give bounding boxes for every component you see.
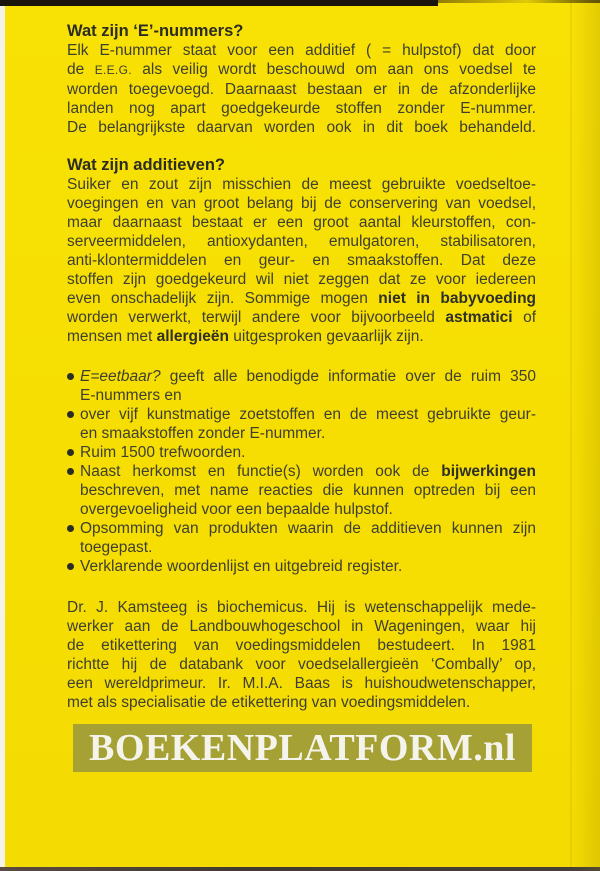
watermark-text: BOEKENPLATFORM.nl xyxy=(89,727,516,769)
text-line: even onschadelijk zijn. Sommige mogen niet in babyvoeding xyxy=(67,290,537,307)
text-line: maar daarnaast bestaat er een groot aantal kleurstoffen, con- xyxy=(67,214,536,231)
text-line: worden verwerkt, terwijl andere voor bijvoorbeeld astmatici of xyxy=(67,309,536,326)
text-line: worden toegevoegd. Daarnaast bestaan er in de afzonderlijke xyxy=(67,81,536,98)
text-line: werker aan de Landbouwhogeschool in Wageningen, waar hij xyxy=(67,618,536,635)
bullet-icon xyxy=(67,563,74,570)
text-line: De belangrijkste daarvan worden ook in dit boek behandeld. xyxy=(67,119,536,136)
cover-left-edge xyxy=(0,6,5,868)
cover-text-area xyxy=(67,22,536,712)
cover-crease xyxy=(570,0,572,871)
text-line: serveermiddelen, antioxydanten, emulgatoren, stabilisatoren, xyxy=(67,233,536,250)
text-line: over vijf kunstmatige zoetstoffen en de meest gebruikte geur- xyxy=(80,406,536,423)
text-line: E=eetbaar? geeft alle benodigde informatie over de ruim 350 xyxy=(80,368,536,385)
text-line: voegingen en van groot belang bij de conservering van voedsel, xyxy=(67,195,536,212)
section-heading: Wat zijn ‘E’-nummers? xyxy=(67,22,244,40)
text-line: Ruim 1500 trefwoorden. xyxy=(80,444,246,461)
text-line: richtte hij de databank voor voedselallergieën ‘Combally’ op, xyxy=(67,656,536,673)
watermark-band xyxy=(73,724,532,772)
text-line: stoffen zijn goedgekeurd wil niet zeggen dat ze voor iedereen xyxy=(67,271,536,288)
bullet-icon xyxy=(67,373,74,380)
bullet-icon xyxy=(67,468,74,475)
text-line: E-nummers en xyxy=(80,387,182,404)
text-line: anti-klontermiddelen en geur- en smaakstoffen. Dat deze xyxy=(67,252,536,269)
bullet-icon xyxy=(67,525,74,532)
bullet-item xyxy=(67,367,536,405)
text-line: en smaakstoffen zonder E-nummer. xyxy=(80,425,326,442)
text-line: met als specialisatie de etikettering van voedingsmiddelen. xyxy=(67,694,471,711)
text-line: Verklarende woordenlijst en uitgebreid register. xyxy=(80,558,403,575)
bullet-item xyxy=(67,462,536,519)
body-paragraph xyxy=(67,41,536,137)
text-line: toegepast. xyxy=(80,539,153,556)
cover-top-edge xyxy=(0,0,438,6)
bullet-item xyxy=(67,443,536,462)
text-line: beschreven, met name reacties die kunnen optreden bij een xyxy=(80,482,536,499)
text-line: Dr. J. Kamsteeg is biochemicus. Hij is wetenschappelijk mede- xyxy=(67,599,536,616)
text-line: landen nog apart goedgekeurde stoffen zonder E-nummer. xyxy=(67,100,536,117)
text-line: overgevoeligheid voor een bepaalde hulpstof. xyxy=(80,501,393,518)
cover-right-shade xyxy=(572,0,600,871)
text-line: de E.E.G. als veilig wordt beschouwd om aan ons voedsel te xyxy=(67,61,536,78)
bullet-item xyxy=(67,557,536,576)
body-paragraph xyxy=(67,175,536,346)
section-heading: Wat zijn additieven? xyxy=(67,156,225,174)
text-line: een wereldprimeur. Ir. M.I.A. Baas is huishoudwetenschapper, xyxy=(67,675,536,692)
text-line: Naast herkomst en functie(s) worden ook de bijwerkingen xyxy=(80,463,536,480)
text-line: Opsomming van produkten waarin de additieven kunnen zijn xyxy=(80,520,536,537)
author-paragraph xyxy=(67,598,536,712)
cover-bottom-edge xyxy=(0,867,600,871)
feature-bullet-list xyxy=(67,367,536,576)
text-line: mensen met allergieën uitgesproken gevaarlijk zijn. xyxy=(67,328,424,345)
bullet-item xyxy=(67,405,536,443)
text-line: de etikettering van voedingsmiddelen bestudeert. In 1981 xyxy=(67,637,536,654)
bullet-icon xyxy=(67,411,74,418)
bullet-icon xyxy=(67,449,74,456)
text-line: Suiker en zout zijn misschien de meest gebruikte voedseltoe- xyxy=(67,176,536,193)
text-line: Elk E-nummer staat voor een additief ( = hulpstof) dat door xyxy=(67,42,536,59)
bullet-item xyxy=(67,519,536,557)
